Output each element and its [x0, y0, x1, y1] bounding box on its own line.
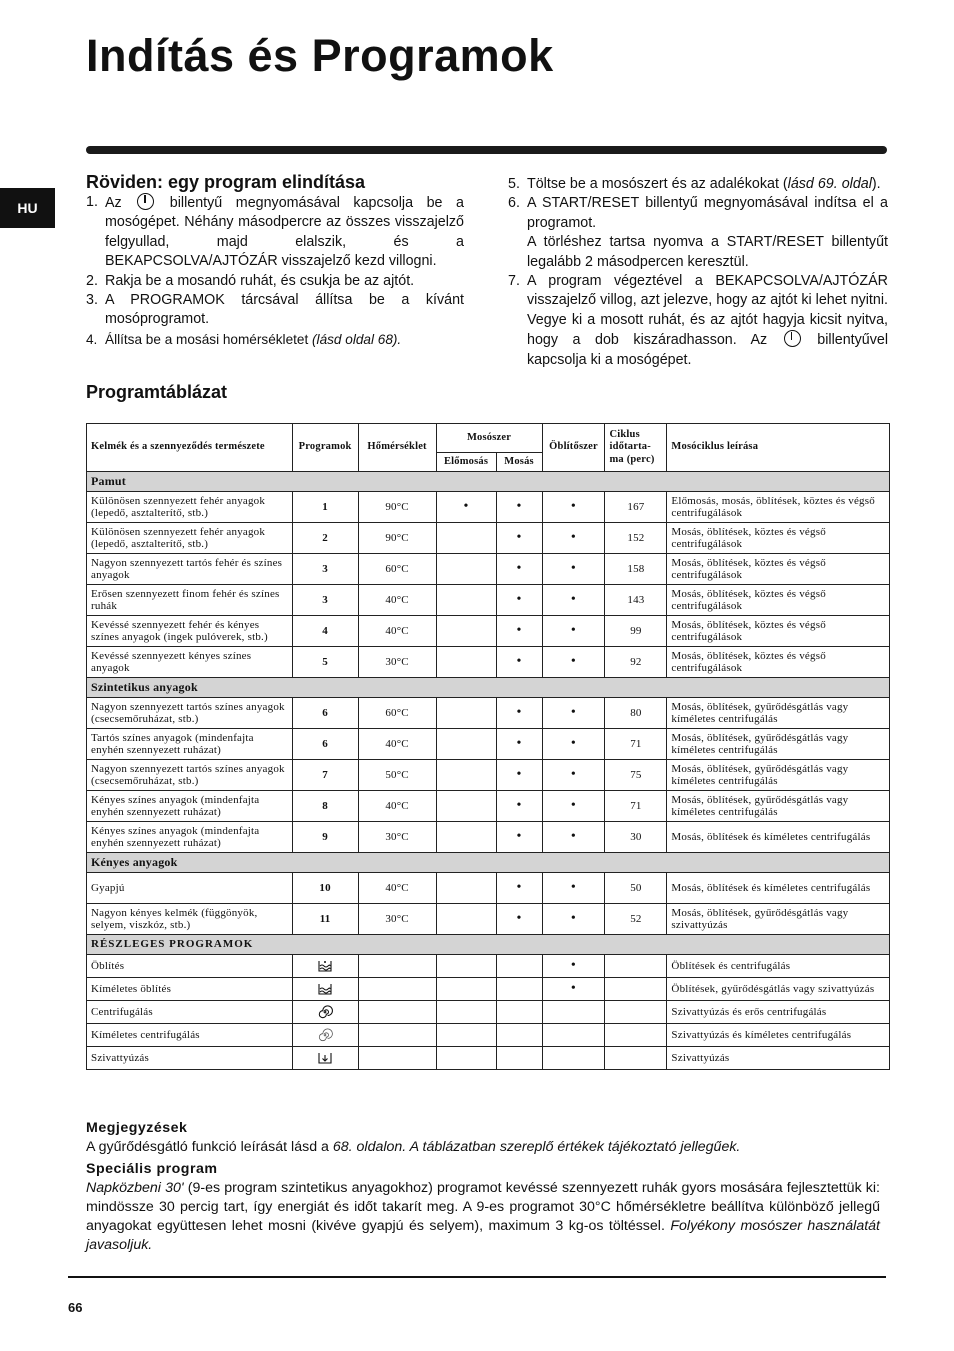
cell-temperature: 30°C — [358, 822, 436, 853]
page-title: Indítás és Programok — [86, 30, 554, 81]
cell-temperature: 30°C — [358, 647, 436, 678]
cell-temperature: 40°C — [358, 791, 436, 822]
cell-fabric: Kényes színes anyagok (mindenfajta enyhén szennyezett ruházat) — [87, 822, 293, 853]
group-label: Kényes anyagok — [87, 853, 890, 873]
group-row — [87, 935, 890, 955]
group-label: RÉSZLEGES PROGRAMOK — [87, 935, 890, 955]
cell-program: 5 — [292, 647, 358, 678]
cell-program: 11 — [292, 904, 358, 935]
notes-text: A gyűrődésgátló funkció leírását lásd a 68. oldalon. A táblázatban szereplő értékek tájékoztató jellegűek. — [86, 1139, 741, 1155]
cell-softener: • — [542, 492, 605, 523]
gentle-rinse-icon — [317, 983, 333, 995]
cell-softener: • — [542, 729, 605, 760]
cell-prewash — [436, 647, 496, 678]
cell-fabric: Öblítés — [87, 955, 293, 978]
group-row — [87, 678, 890, 698]
cell-wash: • — [496, 873, 542, 904]
program-table — [86, 423, 890, 1070]
table-row — [87, 955, 890, 978]
table-header-row — [87, 424, 890, 453]
cell-description: Mosás, öblítések, gyűrődésgátlás vagy kíméletes centrifugálás — [667, 791, 890, 822]
cell-prewash — [436, 729, 496, 760]
table-row — [87, 1001, 890, 1024]
power-icon — [784, 330, 801, 347]
cell-fabric: Kényes színes anyagok (mindenfajta enyhén szennyezett ruházat) — [87, 791, 293, 822]
cell-fabric: Különösen szennyezett fehér anyagok (lepedő, asztalterítő, stb.) — [87, 492, 293, 523]
cell-temperature: 90°C — [358, 523, 436, 554]
cell-temperature: 40°C — [358, 616, 436, 647]
cell-description: Mosás, öblítések, gyűrődésgátlás vagy kíméletes centrifugálás — [667, 698, 890, 729]
cell-duration: 80 — [605, 698, 667, 729]
table-row — [87, 904, 890, 935]
cell-program: 4 — [292, 616, 358, 647]
cell-prewash — [436, 698, 496, 729]
header-program: Programok — [292, 424, 358, 472]
header-fabric: Kelmék és a szennyeződés természete — [87, 424, 293, 472]
cell-duration: 143 — [605, 585, 667, 616]
cell-description: Mosás, öblítések, köztes és végső centrifugálások — [667, 585, 890, 616]
rinse-icon — [317, 960, 333, 972]
table-row — [87, 822, 890, 853]
cell-duration: 152 — [605, 523, 667, 554]
cell-fabric: Kevéssé szennyezett kényes színes anyagok — [87, 647, 293, 678]
group-row — [87, 853, 890, 873]
cell-duration: 71 — [605, 791, 667, 822]
cell-fabric: Kíméletes centrifugálás — [87, 1024, 293, 1047]
cell-fabric: Nagyon szennyezett tartós fehér és színes anyagok — [87, 554, 293, 585]
cell-fabric: Erősen szennyezett finom fehér és színes ruhák — [87, 585, 293, 616]
cell-prewash — [436, 822, 496, 853]
cell-duration: 52 — [605, 904, 667, 935]
cell-description: Előmosás, mosás, öblítések, köztes és végső centrifugálások — [667, 492, 890, 523]
cell-fabric: Kevéssé szennyezett fehér és kényes színes anyagok (ingek pulóverek, stb.) — [87, 616, 293, 647]
step-5: 5. Töltse be a mosószert és az adalékokat (lásd 69. oldal). — [508, 176, 881, 192]
cell-description: Mosás, öblítések, köztes és végső centrifugálások — [667, 523, 890, 554]
table-row — [87, 698, 890, 729]
cell-program: 3 — [292, 554, 358, 585]
cell-temperature: 60°C — [358, 554, 436, 585]
cell-wash: • — [496, 760, 542, 791]
cell-wash: • — [496, 729, 542, 760]
gentle-spin-icon — [317, 1029, 333, 1041]
cell-description: Öblítések, gyűrődésgátlás vagy szivattyúzás — [667, 978, 890, 1001]
cell-softener: • — [542, 585, 605, 616]
cell-duration: 71 — [605, 729, 667, 760]
cell-program: 7 — [292, 760, 358, 791]
cell-description: Mosás, öblítések és kíméletes centrifugálás — [667, 822, 890, 853]
cell-wash: • — [496, 492, 542, 523]
cell-softener: • — [542, 791, 605, 822]
power-icon — [137, 193, 154, 210]
header-detergent: Mosószer — [436, 424, 542, 453]
header-softener: Öblítőszer — [542, 424, 605, 472]
cell-softener: • — [542, 616, 605, 647]
header-temperature: Hőmérséklet — [358, 424, 436, 472]
language-tab: HU — [0, 188, 55, 228]
table-row — [87, 523, 890, 554]
step-6: 6. A START/RESET billentyű megnyomásával indítsa el a programot. A törléshez tartsa nyomva a START/RESET billentyűt legalább 2 másodpercen keresztül. — [508, 195, 888, 270]
cell-softener: • — [542, 822, 605, 853]
quickstart-heading: Röviden: egy program elindítása — [86, 172, 366, 192]
cell-temperature: 30°C — [358, 904, 436, 935]
cell-wash: • — [496, 904, 542, 935]
cell-prewash — [436, 791, 496, 822]
cell-wash: • — [496, 698, 542, 729]
group-label: Pamut — [87, 472, 890, 492]
cell-softener: • — [542, 698, 605, 729]
page-number: 66 — [68, 1300, 83, 1315]
cell-program: 1 — [292, 492, 358, 523]
cell-prewash — [436, 585, 496, 616]
cell-fabric: Gyapjú — [87, 873, 293, 904]
cell-description: Szivattyúzás és erős centrifugálás — [667, 1001, 890, 1024]
notes-heading: Megjegyzések — [86, 1120, 188, 1136]
cell-temperature: 60°C — [358, 698, 436, 729]
cell-wash: • — [496, 791, 542, 822]
footer-divider — [68, 1276, 886, 1278]
table-row — [87, 978, 890, 1001]
cell-prewash — [436, 523, 496, 554]
cell-prewash — [436, 873, 496, 904]
cell-softener: • — [542, 523, 605, 554]
cell-duration: 50 — [605, 873, 667, 904]
step-2: 2. Rakja be a mosandó ruhát, és csukja be az ajtót. — [86, 272, 415, 289]
group-label: Szintetikus anyagok — [87, 678, 890, 698]
cell-description: Mosás, öblítések és kíméletes centrifugálás — [667, 873, 890, 904]
cell-temperature: 90°C — [358, 492, 436, 523]
cell-wash: • — [496, 822, 542, 853]
cell-description: Mosás, öblítések, gyűrődésgátlás vagy kíméletes centrifugálás — [667, 729, 890, 760]
cell-softener: • — [542, 955, 605, 978]
cell-wash: • — [496, 585, 542, 616]
spin-icon — [317, 1006, 333, 1018]
cell-description: Öblítések és centrifugálás — [667, 955, 890, 978]
cell-softener: • — [542, 904, 605, 935]
cell-prewash: • — [436, 492, 496, 523]
special-program-text: Napközbeni 30' (9-es program szintetikus anyagokhoz) programot kevéssé szennyezett ruhák gyors mosására fejlesztettük ki: mindössze 30 percig tart, így energiát és időt takarít meg. A 9-es programot 30°C hőmérsékletre beállítva különböző jellegű anyagokat együttesen lehet mosni (kivéve gyapjú és selyem), maximum 3 kg-os töltéssel. Folyékony mosószer használatát javasoljuk. — [86, 1180, 880, 1253]
cell-softener — [542, 1024, 605, 1047]
header-prewash: Előmosás — [436, 453, 496, 472]
cell-temperature: 40°C — [358, 585, 436, 616]
table-row — [87, 554, 890, 585]
cell-prewash — [436, 554, 496, 585]
cell-description: Mosás, öblítések, gyűrődésgátlás vagy szivattyúzás — [667, 904, 890, 935]
special-program-heading: Speciális program — [86, 1161, 218, 1177]
cell-fabric: Különösen szennyezett fehér anyagok (lepedő, asztalterítő, stb.) — [87, 523, 293, 554]
header-wash: Mosás — [496, 453, 542, 472]
table-row — [87, 729, 890, 760]
cell-softener: • — [542, 873, 605, 904]
table-row — [87, 492, 890, 523]
cell-program: 6 — [292, 729, 358, 760]
cell-fabric: Tartós színes anyagok (mindenfajta enyhén szennyezett ruházat) — [87, 729, 293, 760]
cell-temperature: 40°C — [358, 729, 436, 760]
cell-description: Mosás, öblítések, gyűrődésgátlás vagy kíméletes centrifugálás — [667, 760, 890, 791]
cell-wash: • — [496, 647, 542, 678]
cell-softener: • — [542, 554, 605, 585]
cell-description: Mosás, öblítések, köztes és végső centrifugálások — [667, 616, 890, 647]
header-duration: Ciklus időtarta- ma (perc) — [605, 424, 667, 472]
step-4: 4. Állítsa be a mosási homérsékletet (lásd oldal 68). — [86, 331, 402, 347]
cell-duration: 75 — [605, 760, 667, 791]
cell-duration: 158 — [605, 554, 667, 585]
cell-duration: 167 — [605, 492, 667, 523]
cell-prewash — [436, 904, 496, 935]
cell-wash: • — [496, 554, 542, 585]
cell-temperature: 40°C — [358, 873, 436, 904]
table-row — [87, 873, 890, 904]
cell-softener: • — [542, 647, 605, 678]
notes-section — [86, 1119, 880, 1258]
table-row — [87, 1047, 890, 1070]
cell-fabric: Nagyon szennyezett tartós színes anyagok (csecsemőruházat, stb.) — [87, 698, 293, 729]
quickstart-steps-right — [508, 175, 888, 370]
cell-fabric: Szivattyúzás — [87, 1047, 293, 1070]
cell-softener: • — [542, 760, 605, 791]
quickstart-left-column — [86, 172, 464, 349]
table-row — [87, 585, 890, 616]
cell-fabric: Centrifugálás — [87, 1001, 293, 1024]
quickstart-right-column — [508, 175, 888, 370]
drain-icon — [317, 1052, 333, 1064]
table-row — [87, 791, 890, 822]
cell-prewash — [436, 760, 496, 791]
program-table-heading: Programtáblázat — [86, 382, 228, 402]
cell-fabric: Kíméletes öblítés — [87, 978, 293, 1001]
cell-softener — [542, 1001, 605, 1024]
cell-wash: • — [496, 523, 542, 554]
cell-softener: • — [542, 978, 605, 1001]
cell-program: 3 — [292, 585, 358, 616]
cell-duration: 99 — [605, 616, 667, 647]
cell-description: Szivattyúzás — [667, 1047, 890, 1070]
cell-duration: 30 — [605, 822, 667, 853]
quickstart-steps-left — [86, 193, 464, 349]
cell-prewash — [436, 616, 496, 647]
cell-program: 10 — [292, 873, 358, 904]
cell-program: 2 — [292, 523, 358, 554]
cell-description: Szivattyúzás és kíméletes centrifugálás — [667, 1024, 890, 1047]
cell-wash: • — [496, 616, 542, 647]
cell-program: 6 — [292, 698, 358, 729]
step-3: 3. A PROGRAMOK tárcsával állítsa be a kívánt mosóprogramot. — [86, 292, 464, 328]
cell-softener — [542, 1047, 605, 1070]
cell-fabric: Nagyon kényes kelmék (függönyök, selyem, viszkóz, stb.) — [87, 904, 293, 935]
cell-fabric: Nagyon szennyezett tartós színes anyagok (csecsemőruházat, stb.) — [87, 760, 293, 791]
cell-program: 9 — [292, 822, 358, 853]
step-7: 7. A program végeztével a BEKAPCSOLVA/AJTÓZÁR visszajelző villog, azt jelezve, hogy az ajtót ki lehet nyitni. Vegye ki a mosott ruhát, és az ajtót hagyja kicsit nyitva, hogy a dob kiszáradhasson. Az billentyűvel kapcsolja ki a mosógépet. — [508, 273, 888, 368]
table-row — [87, 1024, 890, 1047]
header-description: Mosóciklus leírása — [667, 424, 890, 472]
table-row — [87, 647, 890, 678]
cell-description: Mosás, öblítések, köztes és végső centrifugálások — [667, 554, 890, 585]
cell-program: 8 — [292, 791, 358, 822]
cell-temperature: 50°C — [358, 760, 436, 791]
table-row — [87, 760, 890, 791]
cell-duration: 92 — [605, 647, 667, 678]
group-row — [87, 472, 890, 492]
cell-description: Mosás, öblítések, köztes és végső centrifugálások — [667, 647, 890, 678]
title-divider — [86, 146, 887, 154]
table-row — [87, 616, 890, 647]
step-1: 1. Az billentyű megnyomásával kapcsolja be a mosógépet. Néhány másodpercre az összes visszajelző felgyullad, majd elalszik, és a BEKAPCSOLVA/AJTÓZÁR visszajelző kezd villogni. — [86, 194, 464, 270]
